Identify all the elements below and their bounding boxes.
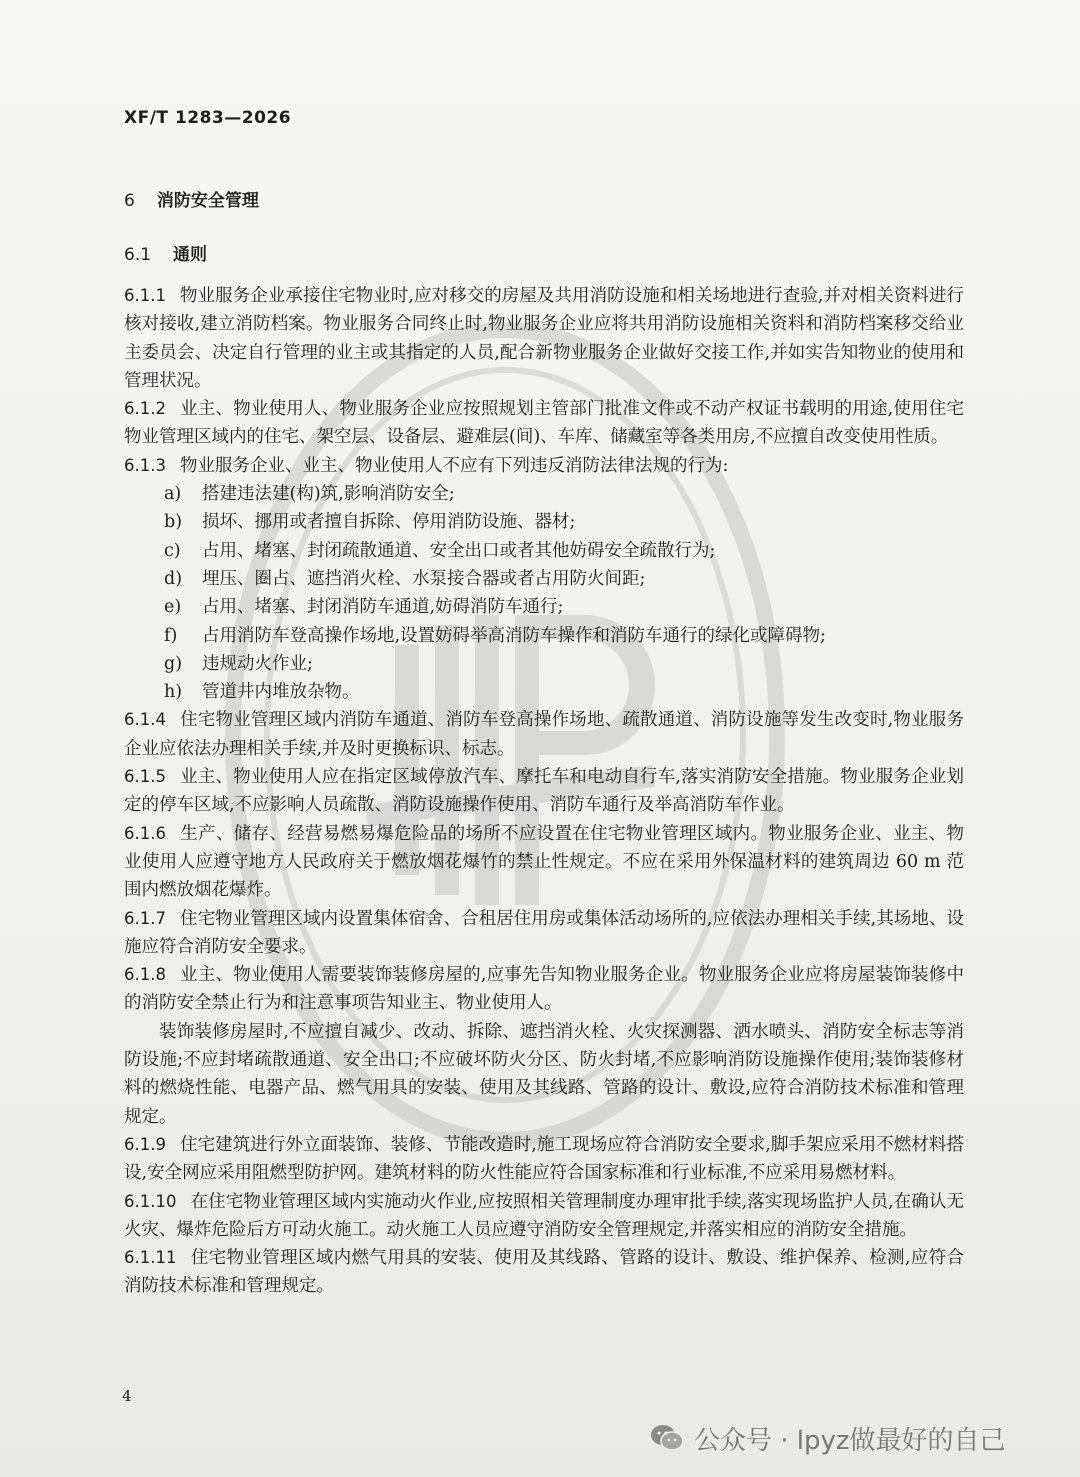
list-text: 搭建违法建(构)筑,影响消防安全;	[202, 484, 455, 505]
subsection-heading	[124, 240, 207, 265]
list-text: 管道井内堆放杂物。	[202, 682, 360, 703]
clause-6-1-8-continued: 装饰装修房屋时,不应擅自减少、改动、拆除、遮挡消火栓、火灾探测器、洒水喷头、消防安全标志等消防设施;不应封堵疏散通道、安全出口;不应破坏防火分区、防火封堵,不应影响消防设施操作使用;装饰装修材料的燃烧性能、电器产品、燃气用具的安装、使用及其线路、管路的设计、敷设,应符合消防技术标准和管理规定。	[124, 1021, 964, 1127]
clause-6-1-9	[124, 1131, 964, 1188]
list-text: 埋压、圈占、遮挡消火栓、水泵接合器或者占用防火间距;	[202, 568, 646, 589]
clause-6-1-6	[124, 820, 964, 905]
list-text: 损坏、挪用或者擅自拆除、停用消防设施、器材;	[202, 512, 576, 533]
clause-number: 6.1.5	[124, 767, 166, 787]
list-text: 占用、堵塞、封闭消防车通道,妨碍消防车通行;	[202, 597, 564, 618]
clause-6-1-7	[124, 905, 964, 962]
clause-number: 6.1.3	[124, 455, 166, 475]
list-label: f)	[164, 625, 178, 646]
clause-text: 物业服务企业、业主、物业使用人不应有下列违反消防法律法规的行为:	[179, 455, 729, 476]
list-label: d)	[164, 568, 183, 589]
clause-number: 6.1.8	[124, 965, 166, 985]
section-heading	[124, 186, 259, 211]
footer-watermark-text: 公众号 · lpyz做最好的自己	[694, 1425, 1006, 1456]
clause-number: 6.1.4	[124, 710, 166, 730]
clause-number: 6.1.11	[124, 1248, 177, 1268]
clause-text: 业主、物业使用人应在指定区域停放汽车、摩托车和电动自行车,落实消防安全措施。物业服务企业划定的停车区域,不应影响人员疏散、消防设施操作使用、消防车通行及举高消防车作业。	[124, 767, 964, 816]
clause-number: 6.1.9	[124, 1134, 166, 1154]
clause-text: 住宅物业管理区域内燃气用具的安装、使用及其线路、管路的设计、敷设、维护保养、检测,应符合消防技术标准和管理规定。	[124, 1248, 964, 1297]
standard-code: XF/T 1283—2026	[124, 108, 292, 128]
list-label: g)	[164, 653, 183, 674]
list-item	[164, 537, 964, 565]
footer-watermark	[650, 1418, 1006, 1458]
list-item	[164, 508, 964, 536]
clause-text: 住宅建筑进行外立面装饰、装修、节能改造时,施工现场应符合消防安全要求,脚手架应采用不燃材料搭设,安全网应采用阻燃型防护网。建筑材料的防火性能应符合国家标准和行业标准,不应采用易燃材料。	[124, 1134, 964, 1184]
list-item	[164, 622, 964, 650]
clause-6-1-3	[124, 452, 964, 480]
clause-text: 在住宅物业管理区域内实施动火作业,应按照相关管理制度办理审批手续,落实现场监护人员,在确认无火灾、爆炸危险后方可动火施工。动火施工人员应遵守消防安全管理规定,并落实相应的消防安全措施。	[124, 1191, 964, 1240]
clause-number: 6.1.10	[124, 1191, 177, 1211]
list-text: 违规动火作业;	[202, 653, 313, 674]
wechat-icon	[650, 1423, 684, 1453]
list-item	[164, 593, 964, 621]
clause-6-1-5	[124, 763, 964, 820]
list-label: b)	[164, 512, 183, 533]
list-label: h)	[164, 682, 183, 703]
list-item	[164, 565, 964, 593]
clause-6-1-4	[124, 706, 964, 763]
clause-number: 6.1.7	[124, 908, 166, 928]
list-item	[164, 480, 964, 508]
clause-text: 住宅物业管理区域内消防车通道、消防车登高操作场地、疏散通道、消防设施等发生改变时,物业服务企业应依法办理相关手续,并及时更换标识、标志。	[124, 710, 964, 759]
list-item	[164, 678, 964, 706]
prohibited-acts-list	[124, 480, 964, 706]
clause-text: 业主、物业使用人、物业服务企业应按照规划主管部门批准文件或不动产权证书载明的用途,使用住宅物业管理区域内的住宅、架空层、设备层、避难层(间)、车库、储藏室等各类用房,不应擅自改变使用性质。	[124, 399, 964, 448]
clause-text: 业主、物业使用人需要装饰装修房屋的,应事先告知物业服务企业。物业服务企业应将房屋装饰装修中的消防安全禁止行为和注意事项告知业主、物业使用人。	[124, 965, 964, 1014]
subsection-title: 通则	[173, 245, 208, 265]
clause-6-1-11	[124, 1244, 964, 1301]
list-label: e)	[164, 597, 182, 618]
subsection-number: 6.1	[124, 245, 152, 265]
clause-number: 6.1.1	[124, 286, 166, 305]
list-label: c)	[164, 540, 181, 561]
clause-6-1-2	[124, 395, 964, 452]
clause-6-1-1	[124, 282, 964, 395]
clause-text: 住宅物业管理区域内设置集体宿舍、合租居住用房或集体活动场所的,应依法办理相关手续,其场地、设施应符合消防安全要求。	[124, 908, 964, 957]
page-number: 4	[122, 1387, 132, 1405]
section-number: 6	[124, 191, 135, 211]
list-text: 占用、堵塞、封闭疏散通道、安全出口或者其他妨碍安全疏散行为;	[202, 540, 716, 561]
section-title: 消防安全管理	[156, 191, 259, 211]
clause-text: 生产、储存、经营易燃易爆危险品的场所不应设置在住宅物业管理区域内。物业服务企业、业主、物业使用人应遵守地方人民政府关于燃放烟花爆竹的禁止性规定。不应在采用外保温材料的建筑周边 60 m 范围内燃放烟花爆炸。	[124, 823, 964, 901]
list-item	[164, 650, 964, 678]
clause-6-1-10	[124, 1188, 964, 1245]
list-text: 占用消防车登高操作场地,设置妨碍举高消防车操作和消防车通行的绿化或障碍物;	[202, 625, 826, 646]
clause-6-1-8	[124, 961, 964, 1018]
body-text	[124, 282, 964, 1301]
clause-number: 6.1.6	[124, 823, 166, 843]
clause-number: 6.1.2	[124, 399, 166, 419]
list-label: a)	[164, 484, 182, 505]
clause-text: 物业服务企业承接住宅物业时,应对移交的房屋及共用消防设施和相关场地进行查验,并对相关资料进行核对接收,建立消防档案。物业服务合同终止时,物业服务企业应将共用消防设施相关资料和消防档案移交给业主委员会、决定自行管理的业主或其指定的人员,配合新物业服务企业做好交接工作,并如实告知物业的使用和管理状况。	[124, 286, 964, 391]
